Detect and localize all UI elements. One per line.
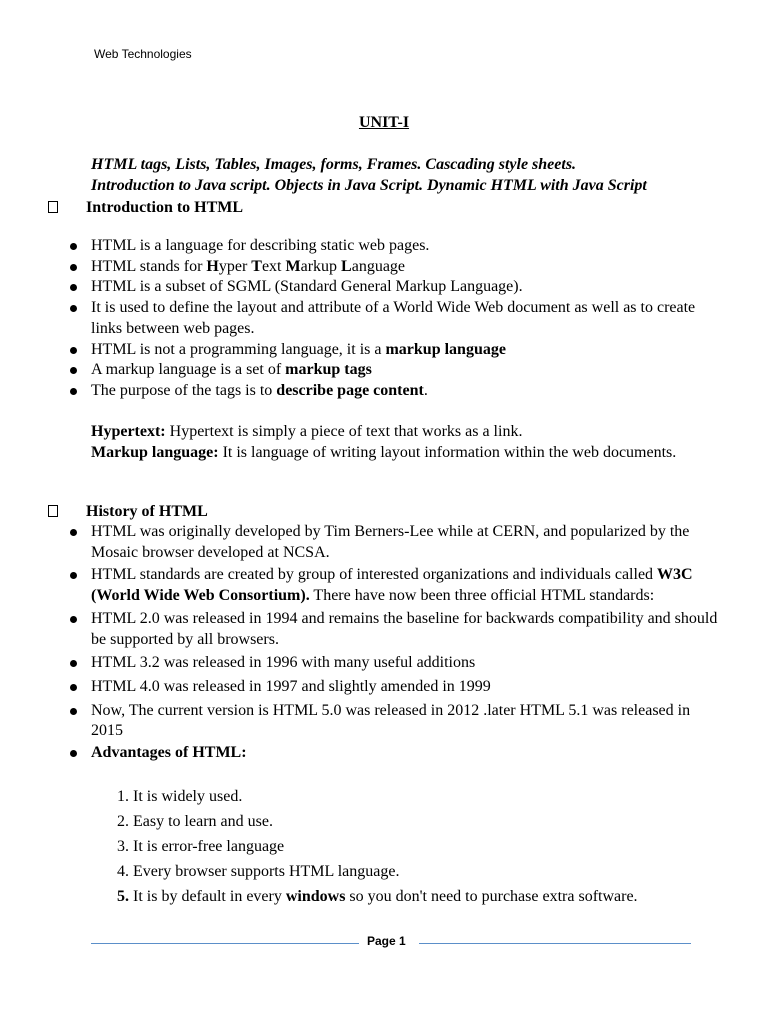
list-item <box>70 609 720 650</box>
checkbox-glyph-icon <box>48 505 58 517</box>
list-item <box>70 565 720 606</box>
definition-term: Hypertext: <box>91 423 166 440</box>
item-bold: markup tags <box>285 361 372 379</box>
list-item <box>70 381 720 402</box>
unit-title: UNIT-I <box>358 114 410 131</box>
item-text: so you don't need to purchase extra software. <box>345 888 638 905</box>
list-item <box>70 522 720 563</box>
bullet-icon <box>70 305 77 312</box>
item-bold: L <box>341 257 352 275</box>
item-text: arkup <box>300 257 342 275</box>
bullet-icon <box>70 660 77 667</box>
list-item <box>70 677 720 698</box>
list-item <box>117 884 638 909</box>
page-number: Page 1 <box>367 934 406 948</box>
item-text: HTML standards are created by group of interested organizations and individuals called <box>91 566 658 584</box>
section-heading-history <box>48 501 208 522</box>
list-item: 4. Every browser supports HTML language. <box>117 863 400 880</box>
item-bold: H <box>206 257 219 275</box>
definition-text: It is language of writing layout information within the web documents. <box>218 444 677 461</box>
list-item <box>70 701 720 742</box>
bullet-icon <box>70 388 77 395</box>
list-item <box>70 743 720 764</box>
list-item <box>70 277 720 298</box>
item-text: ext <box>261 257 286 275</box>
bullet-icon <box>70 684 77 691</box>
unit-topics-line-2: Introduction to Java script. Objects in Java Script. Dynamic HTML with Java Script <box>91 177 647 194</box>
item-text: HTML 2.0 was released in 1994 and remains the baseline for backwards compatibility and should be supported by all browsers. <box>91 609 718 648</box>
section-heading-text: Introduction to HTML <box>86 199 244 216</box>
item-bold: M <box>285 257 301 275</box>
item-bold: markup language <box>385 340 506 358</box>
item-text: It is used to define the layout and attribute of a World Wide Web document as well as to create links between web pages. <box>91 299 696 337</box>
item-text: There have now been three official HTML standards: <box>309 587 655 605</box>
item-text: . <box>423 381 428 399</box>
item-bold: W3C (World Wide Web Consortium). <box>91 566 693 605</box>
item-bold: T <box>251 257 262 275</box>
list-item: 2. Easy to learn and use. <box>117 813 273 830</box>
unit-topics <box>91 154 741 196</box>
list-item <box>70 340 720 361</box>
section-heading-text: History of HTML <box>86 503 208 520</box>
list-item <box>70 653 720 674</box>
item-bold: Advantages of HTML: <box>91 744 247 762</box>
bullet-icon <box>70 264 77 271</box>
footer-rule-right <box>419 943 691 944</box>
hypertext-definition <box>91 421 711 442</box>
intro-bullet-list <box>70 236 720 402</box>
bullet-icon <box>70 572 77 579</box>
item-text: Now, The current version is HTML 5.0 was released in 2012 .later HTML 5.1 was released in 2015 <box>91 701 691 740</box>
item-text: HTML was originally developed by Tim Berners-Lee while at CERN, and popularized by the Mosaic browser developed at NCSA. <box>91 523 690 561</box>
item-bold: windows <box>285 888 346 905</box>
item-text: It is by default in every <box>129 888 286 905</box>
unit-topics-line-1: HTML tags, Lists, Tables, Images, forms, Frames. Cascading style sheets. <box>91 156 577 173</box>
bullet-icon <box>70 708 77 715</box>
bullet-icon <box>70 529 77 536</box>
list-item <box>70 298 720 339</box>
footer-rule-left <box>91 943 359 944</box>
item-text: anguage <box>351 257 406 275</box>
item-text: The purpose of the tags is to <box>91 381 277 399</box>
bullet-icon <box>70 750 77 757</box>
section-heading-intro <box>48 197 243 218</box>
bullet-icon <box>70 616 77 623</box>
list-item: 3. It is error-free language <box>117 838 285 855</box>
running-header: Web Technologies <box>94 47 192 61</box>
item-text: HTML stands for <box>91 257 207 275</box>
checkbox-glyph-icon <box>48 201 58 213</box>
item-text: HTML is a language for describing static web pages. <box>91 237 430 254</box>
definition-text: Hypertext is simply a piece of text that works as a link. <box>165 423 523 440</box>
item-text: HTML is not a programming language, it is a <box>91 340 386 358</box>
item-bold: describe page content <box>276 381 424 399</box>
history-bullet-list <box>70 522 720 764</box>
list-item <box>70 236 720 257</box>
item-text: HTML is a subset of SGML (Standard General Markup Language). <box>91 278 523 296</box>
item-text: yper <box>218 257 252 275</box>
bullet-icon <box>70 367 77 374</box>
definition-term: Markup language: <box>91 444 219 461</box>
list-item: 1. It is widely used. <box>117 788 243 805</box>
item-text: HTML 4.0 was released in 1997 and slightly amended in 1999 <box>91 677 491 695</box>
item-text: A markup language is a set of <box>91 361 286 379</box>
list-item <box>70 257 720 278</box>
item-text: HTML 3.2 was released in 1996 with many useful additions <box>91 654 476 672</box>
definitions <box>91 421 711 463</box>
list-item <box>70 360 720 381</box>
bullet-icon <box>70 347 77 354</box>
bullet-icon <box>70 284 77 291</box>
item-number: 5. <box>117 888 129 905</box>
advantages-list <box>117 784 638 909</box>
markup-definition <box>91 442 711 463</box>
bullet-icon <box>70 243 77 250</box>
